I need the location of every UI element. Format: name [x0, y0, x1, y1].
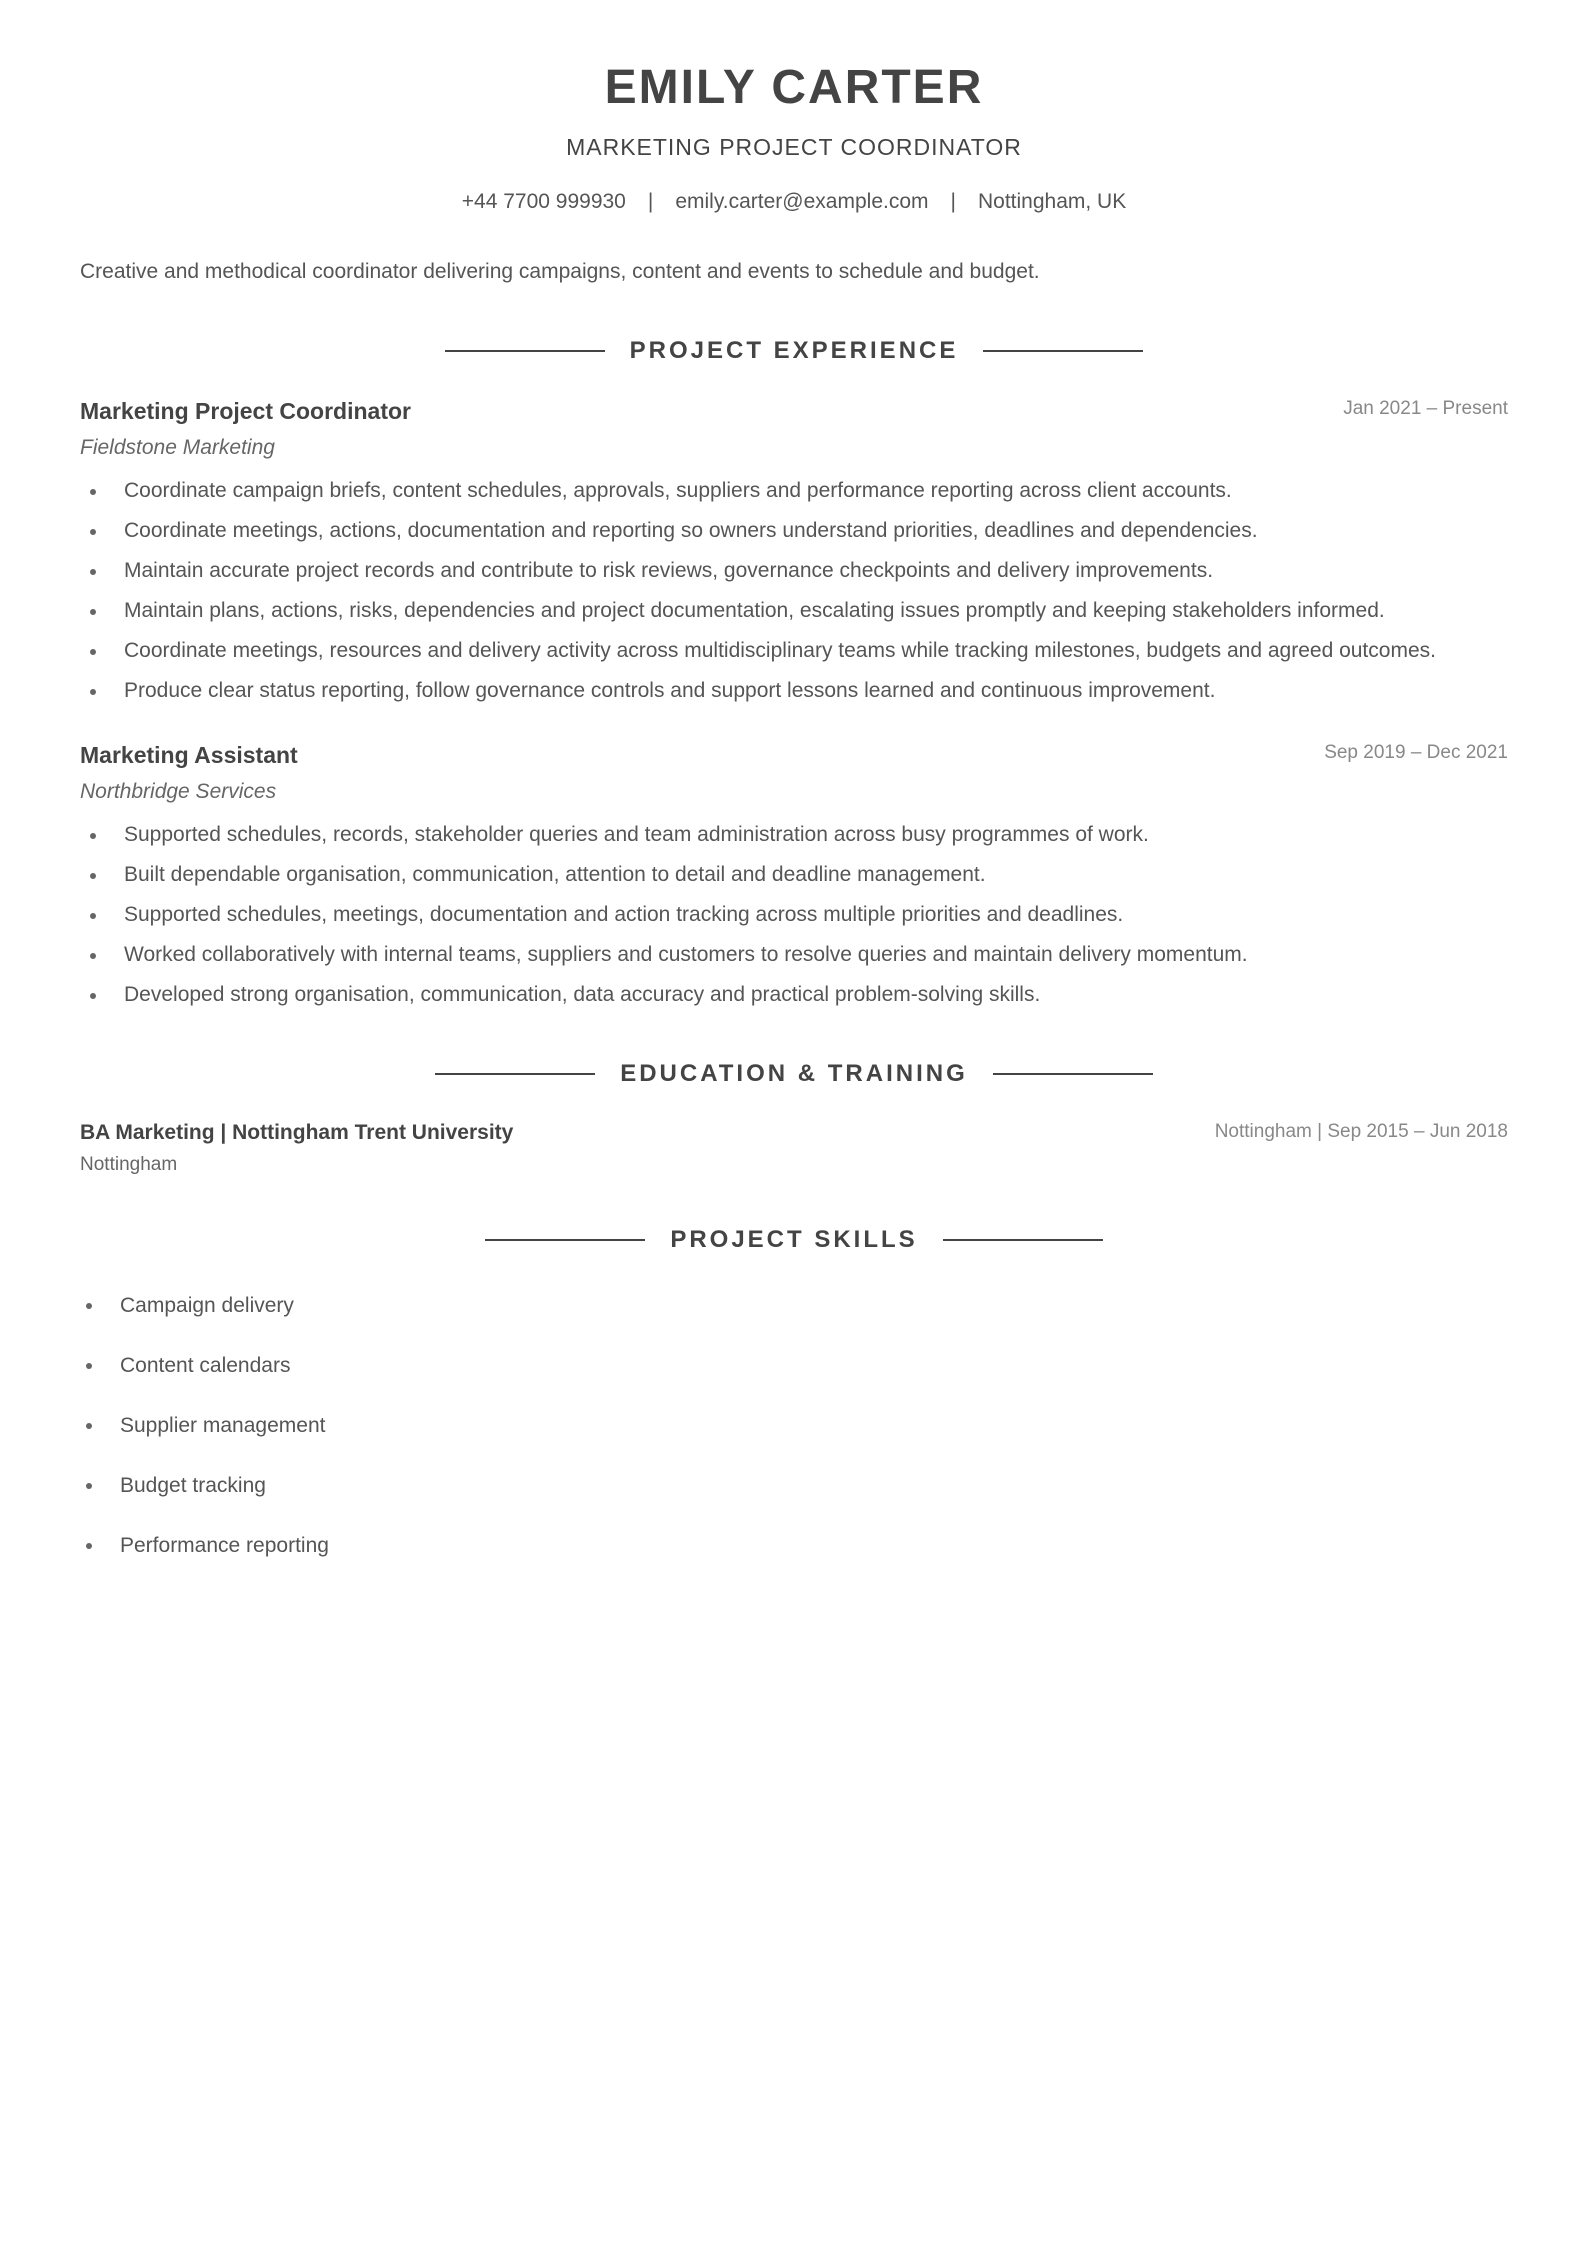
job-bullet: Worked collaboratively with internal teams, suppliers and customers to resolve queries and maintain delivery momentum.: [80, 935, 1508, 975]
email-address: emily.carter@example.com: [675, 190, 929, 213]
heading-rule-left: [445, 350, 605, 352]
home-location: Nottingham, UK: [977, 190, 1127, 213]
education-degree: BA Marketing | Nottingham Trent University: [80, 1121, 514, 1144]
job-bullet: Coordinate campaign briefs, content schedules, approvals, suppliers and performance reporting across client accounts.: [80, 471, 1508, 511]
heading-rule-right: [943, 1239, 1103, 1241]
contact-separator: |: [647, 190, 654, 213]
contact-separator: |: [950, 190, 956, 213]
section-heading-label: EDUCATION & TRAINING: [620, 1060, 968, 1087]
job-bullet: Built dependable organisation, communication, attention to detail and deadline management.: [80, 855, 1508, 895]
candidate-name: EMILY CARTER: [604, 61, 984, 114]
heading-rule-right: [983, 350, 1143, 352]
skill-item: Performance reporting: [80, 1516, 1508, 1576]
skill-item: Budget tracking: [80, 1456, 1508, 1516]
job-bullet: Coordinate meetings, actions, documentation and reporting so owners understand priorities, deadlines and dependencies.: [80, 511, 1508, 551]
job-bullet-list: [80, 471, 1508, 711]
heading-rule-right: [993, 1073, 1153, 1075]
skills-list: [80, 1276, 1508, 1576]
skill-item: Content calendars: [80, 1336, 1508, 1396]
job-role: Marketing Assistant: [80, 742, 298, 768]
job-bullet: Maintain plans, actions, risks, dependencies and project documentation, escalating issues promptly and keeping stakeholders informed.: [80, 591, 1508, 631]
skill-item: Campaign delivery: [80, 1276, 1508, 1336]
contact-line: [80, 188, 1508, 216]
education-details: Nottingham | Sep 2015 – Jun 2018: [1214, 1121, 1508, 1142]
job-company: Northbridge Services: [80, 780, 277, 803]
job-dates: Jan 2021 – Present: [1343, 398, 1508, 419]
section-heading-experience: [80, 335, 1508, 367]
job-bullet: Supported schedules, records, stakeholder queries and team administration across busy programmes of work.: [80, 815, 1508, 855]
job-dates: Sep 2019 – Dec 2021: [1324, 742, 1508, 763]
profile-summary: Creative and methodical coordinator delivering campaigns, content and events to schedule and budget.: [80, 260, 1040, 283]
job-company: Fieldstone Marketing: [80, 436, 275, 459]
section-heading-skills: [80, 1224, 1508, 1256]
skill-item: Supplier management: [80, 1396, 1508, 1456]
candidate-title: MARKETING PROJECT COORDINATOR: [566, 134, 1022, 160]
heading-rule-left: [485, 1239, 645, 1241]
heading-rule-left: [435, 1073, 595, 1075]
job-bullet: Maintain accurate project records and contribute to risk reviews, governance checkpoints and delivery improvements.: [80, 551, 1508, 591]
section-heading-education: [80, 1058, 1508, 1090]
phone-number: +44 7700 999930: [461, 190, 626, 213]
education-location: Nottingham: [80, 1154, 178, 1175]
job-bullet: Developed strong organisation, communication, data accuracy and practical problem-solving skills.: [80, 975, 1508, 1015]
job-role: Marketing Project Coordinator: [80, 398, 411, 424]
job-bullet: Produce clear status reporting, follow governance controls and support lessons learned and continuous improvement.: [80, 671, 1508, 711]
job-bullet: Coordinate meetings, resources and delivery activity across multidisciplinary teams while tracking milestones, budgets and agreed outcomes.: [80, 631, 1508, 671]
section-heading-label: PROJECT EXPERIENCE: [629, 337, 959, 364]
job-bullet-list: [80, 815, 1508, 1015]
section-heading-label: PROJECT SKILLS: [670, 1226, 918, 1253]
job-bullet: Supported schedules, meetings, documentation and action tracking across multiple priorities and deadlines.: [80, 895, 1508, 935]
